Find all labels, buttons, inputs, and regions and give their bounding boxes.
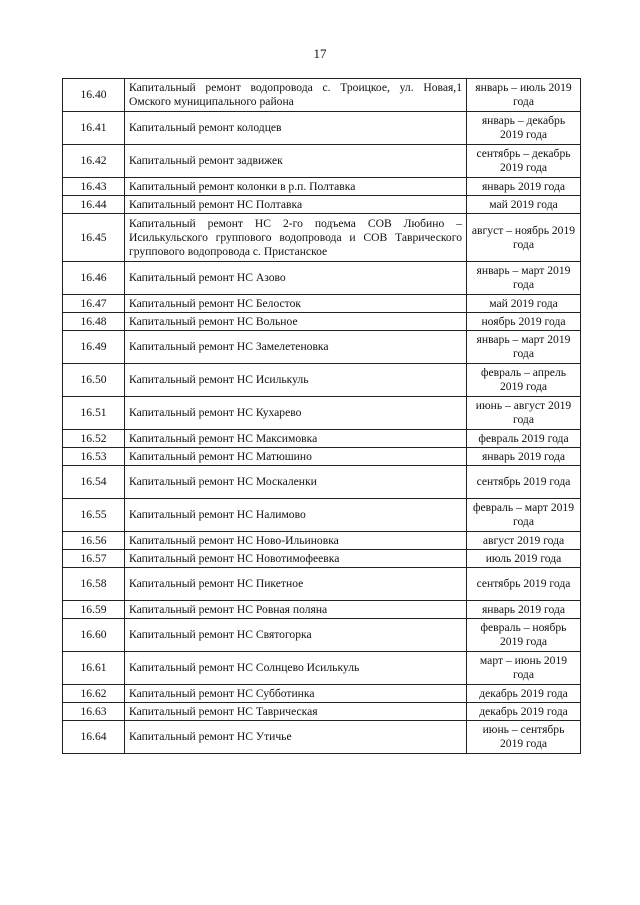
- row-number: 16.60: [63, 619, 125, 652]
- table-row: [63, 532, 581, 550]
- row-number: 16.59: [63, 601, 125, 619]
- work-period: ноябрь 2019 года: [467, 313, 581, 331]
- work-description: Капитальный ремонт задвижек: [125, 145, 467, 178]
- work-period: март – июнь 2019 года: [467, 652, 581, 685]
- table-row: [63, 145, 581, 178]
- work-period: январь – июль 2019 года: [467, 79, 581, 112]
- work-description: Капитальный ремонт НС Замелетеновка: [125, 331, 467, 364]
- page-number: 17: [313, 46, 327, 61]
- row-number: 16.40: [63, 79, 125, 112]
- row-number: 16.45: [63, 214, 125, 262]
- row-number: 16.63: [63, 703, 125, 721]
- work-description: Капитальный ремонт колонки в р.п. Полтавка: [125, 178, 467, 196]
- row-number: 16.64: [63, 721, 125, 754]
- work-period: июнь – сентябрь 2019 года: [467, 721, 581, 754]
- work-description: Капитальный ремонт НС Субботинка: [125, 685, 467, 703]
- row-number: 16.50: [63, 364, 125, 397]
- work-description: Капитальный ремонт НС Ново-Ильиновка: [125, 532, 467, 550]
- work-period: июнь – август 2019 года: [467, 397, 581, 430]
- work-period: январь 2019 года: [467, 448, 581, 466]
- table-row: [63, 364, 581, 397]
- table-row: [63, 178, 581, 196]
- table-row: [63, 430, 581, 448]
- row-number: 16.46: [63, 262, 125, 295]
- work-period: май 2019 года: [467, 295, 581, 313]
- table-row: [63, 619, 581, 652]
- table-row: [63, 331, 581, 364]
- work-description: Капитальный ремонт НС Москаленки: [125, 466, 467, 499]
- table-row: [63, 721, 581, 754]
- work-period: январь 2019 года: [467, 601, 581, 619]
- work-period: сентябрь – декабрь 2019 года: [467, 145, 581, 178]
- work-period: февраль – март 2019 года: [467, 499, 581, 532]
- work-period: февраль – апрель 2019 года: [467, 364, 581, 397]
- work-period: сентябрь 2019 года: [467, 568, 581, 601]
- work-period: декабрь 2019 года: [467, 703, 581, 721]
- table-row: [63, 703, 581, 721]
- work-period: август – ноябрь 2019 года: [467, 214, 581, 262]
- work-description: Капитальный ремонт колодцев: [125, 112, 467, 145]
- row-number: 16.43: [63, 178, 125, 196]
- work-description: Капитальный ремонт НС Вольное: [125, 313, 467, 331]
- work-description: Капитальный ремонт НС Пикетное: [125, 568, 467, 601]
- table-row: [63, 448, 581, 466]
- table-body: [63, 79, 581, 754]
- table-row: [63, 601, 581, 619]
- row-number: 16.62: [63, 685, 125, 703]
- table-row: [63, 499, 581, 532]
- row-number: 16.57: [63, 550, 125, 568]
- table-row: [63, 214, 581, 262]
- table-row: [63, 313, 581, 331]
- row-number: 16.49: [63, 331, 125, 364]
- work-description: Капитальный ремонт НС Налимово: [125, 499, 467, 532]
- table-row: [63, 550, 581, 568]
- table-row: [63, 79, 581, 112]
- row-number: 16.42: [63, 145, 125, 178]
- repair-schedule-table: [62, 78, 581, 754]
- work-description: Капитальный ремонт НС Кухарево: [125, 397, 467, 430]
- work-period: январь 2019 года: [467, 178, 581, 196]
- work-period: январь – март 2019 года: [467, 262, 581, 295]
- work-description: Капитальный ремонт НС Таврическая: [125, 703, 467, 721]
- row-number: 16.44: [63, 196, 125, 214]
- work-description: Капитальный ремонт НС Новотимофеевка: [125, 550, 467, 568]
- work-period: январь – декабрь 2019 года: [467, 112, 581, 145]
- row-number: 16.56: [63, 532, 125, 550]
- table-row: [63, 397, 581, 430]
- row-number: 16.51: [63, 397, 125, 430]
- table-row: [63, 466, 581, 499]
- row-number: 16.58: [63, 568, 125, 601]
- work-period: январь – март 2019 года: [467, 331, 581, 364]
- work-period: февраль – ноябрь 2019 года: [467, 619, 581, 652]
- work-description: Капитальный ремонт водопровода с. Троицкое, ул. Новая,1 Омского муниципального района: [125, 79, 467, 112]
- work-description: Капитальный ремонт НС Полтавка: [125, 196, 467, 214]
- row-number: 16.52: [63, 430, 125, 448]
- table-row: [63, 196, 581, 214]
- work-description: Капитальный ремонт НС Ровная поляна: [125, 601, 467, 619]
- table-row: [63, 652, 581, 685]
- work-period: июль 2019 года: [467, 550, 581, 568]
- row-number: 16.41: [63, 112, 125, 145]
- work-description: Капитальный ремонт НС Утичье: [125, 721, 467, 754]
- table-row: [63, 295, 581, 313]
- row-number: 16.48: [63, 313, 125, 331]
- work-period: сентябрь 2019 года: [467, 466, 581, 499]
- table-row: [63, 568, 581, 601]
- work-description: Капитальный ремонт НС Белосток: [125, 295, 467, 313]
- row-number: 16.61: [63, 652, 125, 685]
- table-row: [63, 112, 581, 145]
- work-description: Капитальный ремонт НС Азово: [125, 262, 467, 295]
- row-number: 16.47: [63, 295, 125, 313]
- row-number: 16.54: [63, 466, 125, 499]
- work-description: Капитальный ремонт НС Матюшино: [125, 448, 467, 466]
- work-period: август 2019 года: [467, 532, 581, 550]
- table-row: [63, 685, 581, 703]
- work-description: Капитальный ремонт НС Солнцево Исилькуль: [125, 652, 467, 685]
- table-row: [63, 262, 581, 295]
- row-number: 16.55: [63, 499, 125, 532]
- work-description: Капитальный ремонт НС Исилькуль: [125, 364, 467, 397]
- work-period: декабрь 2019 года: [467, 685, 581, 703]
- work-description: Капитальный ремонт НС Святогорка: [125, 619, 467, 652]
- work-period: май 2019 года: [467, 196, 581, 214]
- row-number: 16.53: [63, 448, 125, 466]
- work-period: февраль 2019 года: [467, 430, 581, 448]
- work-description: Капитальный ремонт НС Максимовка: [125, 430, 467, 448]
- work-description: Капитальный ремонт НС 2-го подъема СОВ Любино – Исилькульского группового водопровода и СОВ Таврического группового водопровода с. Пристанское: [125, 214, 467, 262]
